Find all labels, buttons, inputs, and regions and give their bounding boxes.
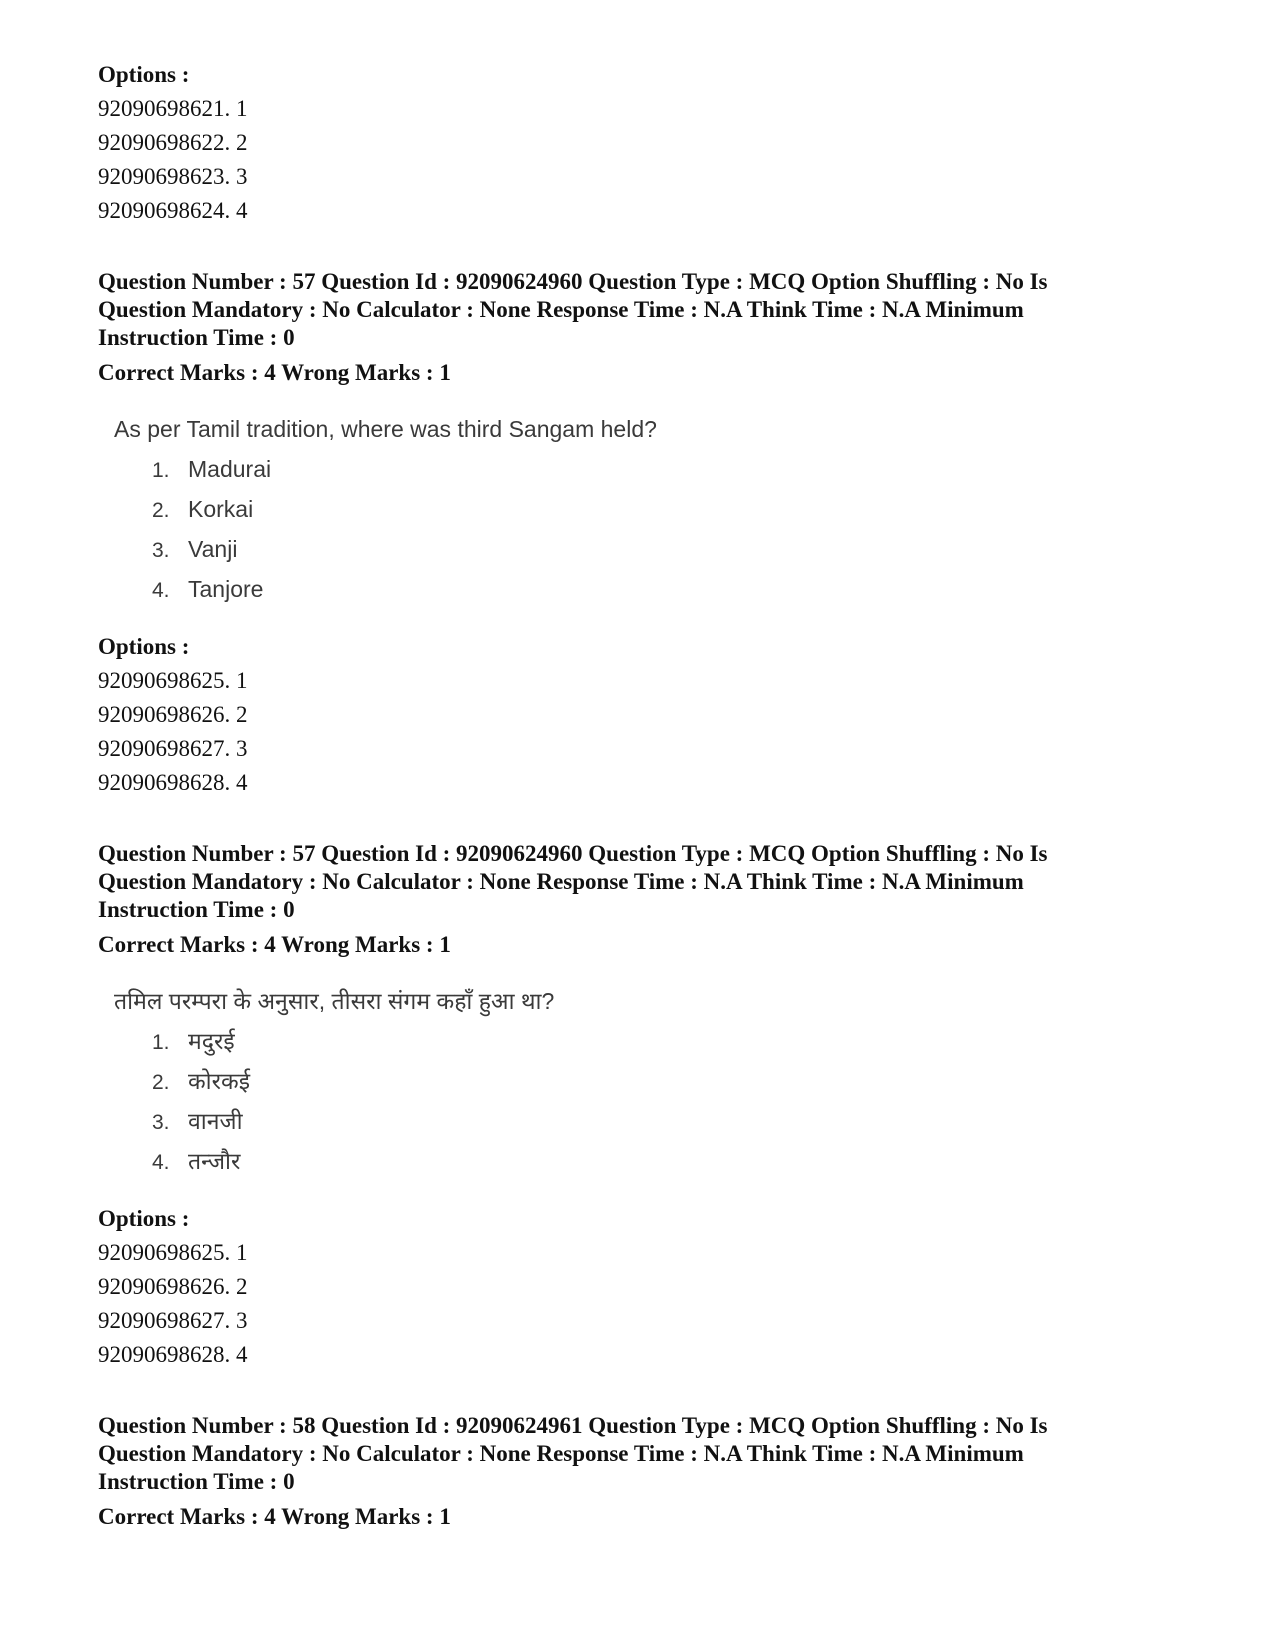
- choice-text: Madurai: [188, 456, 272, 482]
- options-block-top: [98, 58, 1178, 228]
- question-marks: Correct Marks : 4 Wrong Marks : 1: [98, 360, 451, 385]
- option-line: 92090698628. 4: [98, 770, 248, 795]
- choice-list: [114, 450, 1178, 610]
- option-line: 92090698625. 1: [98, 668, 248, 693]
- choice-number: 1.: [152, 1031, 170, 1054]
- option-line: 92090698625. 1: [98, 1240, 248, 1265]
- option-line: 92090698626. 2: [98, 1274, 248, 1299]
- choice-text: मदुरई: [188, 1028, 235, 1054]
- option-line: 92090698624. 4: [98, 198, 248, 223]
- choice-text: Vanji: [188, 536, 238, 562]
- question-meta-line: Instruction Time : 0: [98, 325, 295, 350]
- question-meta-line: Instruction Time : 0: [98, 897, 295, 922]
- question-stem: As per Tamil tradition, where was third Sangam held?: [114, 416, 657, 442]
- choice-list: [114, 1022, 1178, 1182]
- choice-item: [152, 490, 1178, 530]
- question-block-57-hindi: [98, 840, 1178, 1372]
- question-meta-line: Instruction Time : 0: [98, 1469, 295, 1494]
- question-block-57-english: [98, 268, 1178, 800]
- choice-number: 3.: [152, 1111, 170, 1134]
- choice-text: Tanjore: [188, 576, 264, 602]
- choice-item: [152, 1022, 1178, 1062]
- question-meta-line: Question Number : 58 Question Id : 92090624961 Question Type : MCQ Option Shuffling : No Is: [98, 1413, 1048, 1438]
- choice-number: 4.: [152, 1151, 170, 1174]
- question-meta-line: Question Number : 57 Question Id : 92090624960 Question Type : MCQ Option Shuffling : No Is: [98, 841, 1048, 866]
- question-stem: तमिल परम्परा के अनुसार, तीसरा संगम कहाँ हुआ था?: [114, 988, 555, 1014]
- document-page: [98, 58, 1178, 1534]
- question-content: [114, 984, 1178, 1182]
- spacer: [98, 228, 1178, 268]
- option-line: 92090698621. 1: [98, 96, 248, 121]
- options-heading: Options :: [98, 62, 190, 87]
- option-line: 92090698622. 2: [98, 130, 248, 155]
- choice-number: 2.: [152, 1071, 170, 1094]
- question-meta-line: Question Mandatory : No Calculator : None Response Time : N.A Think Time : N.A Minimum: [98, 869, 1024, 894]
- choice-text: कोरकई: [188, 1068, 250, 1094]
- option-line: 92090698627. 3: [98, 1308, 248, 1333]
- spacer: [98, 1372, 1178, 1412]
- question-marks: Correct Marks : 4 Wrong Marks : 1: [98, 1504, 451, 1529]
- question-meta-line: Question Mandatory : No Calculator : None Response Time : N.A Think Time : N.A Minimum: [98, 1441, 1024, 1466]
- choice-item: [152, 1142, 1178, 1182]
- choice-item: [152, 530, 1178, 570]
- spacer: [98, 800, 1178, 840]
- choice-item: [152, 570, 1178, 610]
- choice-item: [152, 1062, 1178, 1102]
- question-meta-line: Question Mandatory : No Calculator : None Response Time : N.A Think Time : N.A Minimum: [98, 297, 1024, 322]
- choice-number: 2.: [152, 499, 170, 522]
- choice-text: तन्जौर: [188, 1148, 241, 1174]
- choice-number: 4.: [152, 579, 170, 602]
- choice-number: 1.: [152, 459, 170, 482]
- question-block-58: [98, 1412, 1178, 1534]
- choice-item: [152, 450, 1178, 490]
- question-marks: Correct Marks : 4 Wrong Marks : 1: [98, 932, 451, 957]
- option-line: 92090698628. 4: [98, 1342, 248, 1367]
- option-line: 92090698627. 3: [98, 736, 248, 761]
- options-heading: Options :: [98, 634, 190, 659]
- choice-text: वानजी: [188, 1108, 243, 1134]
- choice-item: [152, 1102, 1178, 1142]
- choice-number: 3.: [152, 539, 170, 562]
- question-meta-line: Question Number : 57 Question Id : 92090624960 Question Type : MCQ Option Shuffling : No Is: [98, 269, 1048, 294]
- options-heading: Options :: [98, 1206, 190, 1231]
- question-content: [114, 412, 1178, 610]
- option-line: 92090698626. 2: [98, 702, 248, 727]
- option-line: 92090698623. 3: [98, 164, 248, 189]
- choice-text: Korkai: [188, 496, 254, 522]
